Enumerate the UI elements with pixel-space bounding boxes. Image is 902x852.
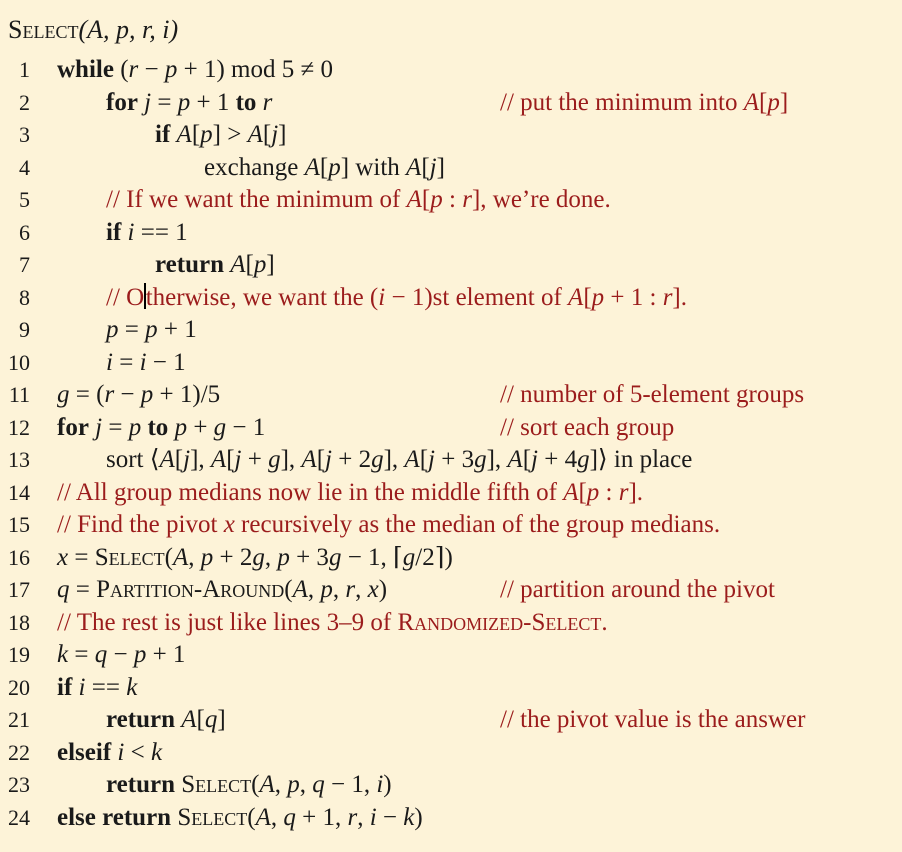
line-code: for j = p to p + g − 1 [57, 413, 266, 441]
procedure-name: Select [8, 15, 79, 44]
line-code: return A[p] [155, 251, 275, 278]
line-comment: // put the minimum into A[p] [500, 88, 789, 116]
line-number: 21 [8, 707, 30, 732]
line-number: 13 [8, 447, 30, 472]
line-code: return A[q] [106, 706, 226, 733]
code-line [0, 314, 902, 346]
code-line [0, 412, 902, 444]
procedure-args: (A, p, r, i) [78, 15, 179, 44]
code-line [0, 152, 902, 184]
code-line [0, 542, 902, 574]
line-code: q = Partition-Around(A, p, r, x) [57, 576, 388, 603]
code-line [0, 607, 902, 639]
line-code: sort ⟨A[j], A[j + g], A[j + 2g], A[j + 3g], A[j + 4g]⟩ in place [106, 446, 693, 473]
code-line [0, 119, 902, 151]
line-number: 24 [8, 804, 30, 830]
line-number: 5 [19, 187, 30, 212]
line-number: 14 [8, 479, 30, 505]
line-code: // The rest is just like lines 3–9 of Randomized-Select. [57, 608, 608, 636]
code-line [0, 509, 902, 541]
line-number: 2 [19, 89, 30, 115]
code-line [0, 249, 902, 281]
line-number: 11 [8, 382, 30, 407]
line-code: // Otherwise, we want the (i − 1)st element of A[p + 1 : r]. [106, 283, 687, 311]
code-line [0, 444, 902, 476]
line-code: // If we want the minimum of A[p : r], we’re done. [106, 186, 611, 213]
code-line [0, 379, 902, 411]
code-line [0, 639, 902, 671]
code-line [0, 574, 902, 606]
code-line [0, 672, 902, 704]
line-code: g = (r − p + 1)/5 [57, 381, 221, 408]
code-line [0, 347, 902, 379]
line-code: elseif i < k [57, 738, 163, 766]
line-number: 9 [19, 317, 30, 342]
line-code: p = p + 1 [106, 316, 197, 343]
line-number: 7 [19, 252, 30, 277]
code-line [0, 54, 902, 86]
line-number: 20 [8, 674, 30, 700]
line-code: k = q − p + 1 [57, 641, 186, 668]
line-number: 4 [19, 154, 30, 180]
line-number: 1 [19, 57, 30, 82]
code-line [0, 802, 902, 834]
line-number: 18 [8, 609, 30, 635]
line-number: 6 [19, 219, 30, 245]
line-code: else return Select(A, q + 1, r, i − k) [57, 803, 423, 831]
code-line [0, 184, 902, 216]
line-code: for j = p + 1 to r [106, 88, 273, 116]
line-number: 17 [8, 577, 30, 602]
line-code: // Find the pivot x recursively as the median of the group medians. [57, 511, 721, 538]
code-line [0, 217, 902, 249]
line-code: x = Select(A, p + 2g, p + 3g − 1, ⌈g/2⌉) [57, 543, 453, 571]
line-code: if A[p] > A[j] [155, 121, 287, 148]
code-line [0, 704, 902, 736]
line-code: return Select(A, p, q − 1, i) [106, 771, 392, 798]
line-number: 23 [8, 772, 30, 797]
procedure-title [8, 12, 178, 48]
line-code: i = i − 1 [106, 348, 186, 376]
line-comment: // number of 5-element groups [500, 381, 805, 408]
line-number: 19 [8, 642, 30, 667]
line-code: if i == k [57, 673, 138, 701]
line-number: 15 [8, 512, 30, 537]
code-line [0, 282, 902, 314]
line-code: exchange A[p] with A[j] [204, 153, 445, 181]
line-number: 10 [8, 349, 30, 375]
line-code: while (r − p + 1) mod 5 ≠ 0 [57, 56, 333, 83]
code-line [0, 737, 902, 769]
code-line [0, 477, 902, 509]
line-code: // All group medians now lie in the middle fifth of A[p : r]. [57, 478, 644, 506]
code-line [0, 87, 902, 119]
line-number: 16 [8, 544, 30, 570]
line-number: 8 [19, 284, 30, 310]
line-comment: // the pivot value is the answer [500, 706, 806, 733]
line-number: 22 [8, 739, 30, 765]
line-comment: // partition around the pivot [500, 576, 775, 603]
line-number: 3 [19, 122, 30, 147]
line-number: 12 [8, 414, 30, 440]
line-comment: // sort each group [500, 413, 675, 441]
line-code: if i == 1 [106, 218, 188, 246]
code-line [0, 769, 902, 801]
